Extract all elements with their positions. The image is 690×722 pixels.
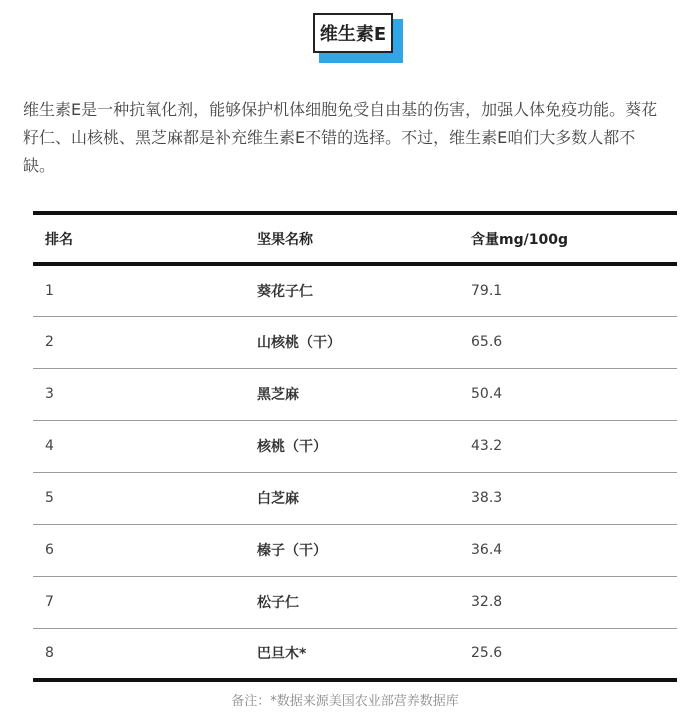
nut-name-cell: 巴旦木* [257, 628, 471, 680]
nut-name-cell: 核桃（干） [257, 420, 471, 472]
page-title: 维生素E [313, 13, 393, 53]
table-row [33, 368, 677, 420]
rank-cell: 4 [33, 420, 257, 472]
intro-paragraph: 维生素E是一种抗氧化剂，能够保护机体细胞免受自由基的伤害，加强人体免疫功能。葵花籽仁、山核桃、黑芝麻都是补充维生素E不错的选择。不过，维生素E咱们大多数人都不缺。 [23, 100, 658, 175]
table-row [33, 316, 677, 368]
rank-cell: 6 [33, 524, 257, 576]
content-cell: 50.4 [471, 368, 677, 420]
table-row [33, 472, 677, 524]
nut-name-cell: 白芝麻 [257, 472, 471, 524]
header-rank: 排名 [33, 213, 257, 264]
content-cell: 32.8 [471, 576, 677, 628]
content-cell: 65.6 [471, 316, 677, 368]
table-row [33, 264, 677, 316]
rank-cell: 1 [33, 264, 257, 316]
content-cell: 43.2 [471, 420, 677, 472]
nut-name-cell: 葵花子仁 [257, 264, 471, 316]
source-footnote: 备注：*数据来源美国农业部营养数据库 [231, 694, 459, 709]
nut-name-cell: 黑芝麻 [257, 368, 471, 420]
rank-cell: 2 [33, 316, 257, 368]
rank-cell: 5 [33, 472, 257, 524]
content-cell: 36.4 [471, 524, 677, 576]
nut-name-cell: 榛子（干） [257, 524, 471, 576]
table-row [33, 576, 677, 628]
table-row [33, 524, 677, 576]
rank-cell: 8 [33, 628, 257, 680]
rank-cell: 3 [33, 368, 257, 420]
header-content: 含量mg/100g [471, 213, 677, 264]
table-row [33, 628, 677, 680]
nut-vitamin-e-table [33, 211, 677, 682]
header-nut-name: 坚果名称 [257, 213, 471, 264]
title-badge [313, 13, 403, 63]
table-row [33, 420, 677, 472]
content-cell: 25.6 [471, 628, 677, 680]
table-header-row [33, 213, 677, 264]
rank-cell: 7 [33, 576, 257, 628]
nut-name-cell: 山核桃（干） [257, 316, 471, 368]
content-cell: 38.3 [471, 472, 677, 524]
content-cell: 79.1 [471, 264, 677, 316]
nut-name-cell: 松子仁 [257, 576, 471, 628]
